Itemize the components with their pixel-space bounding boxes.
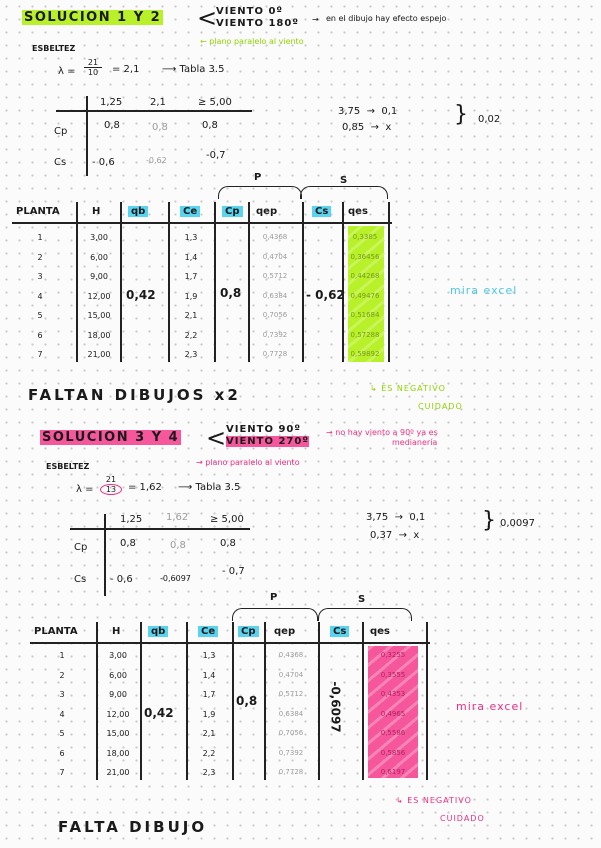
s2-wind-a: VIENTO 90º [226,424,302,435]
s1-group-s: S [340,175,348,186]
s1-careful-note: CUIDADO [418,402,463,411]
s1-col-planta: 1 2 3 4 5 6 7 [37,233,43,359]
s1-col-h: 3,00 6,00 9,00 12,00 15,00 18,00 21,00 [87,233,111,359]
s1-interp-brace: } [454,102,468,127]
s1-cs-1: - 0,6 [92,157,115,168]
s1-cs-label: Cs [54,157,67,168]
s1-esbeltez: ESBELTEZ [32,44,76,53]
s2-plane-note: → plano paralelo al viento [196,458,300,467]
s1-cs-3: -0,7 [206,150,226,161]
s2-coef-col-2: 1,62 [166,512,189,523]
s1-wind-b: VIENTO 180º [216,18,299,29]
s2-h-qb: qb [148,626,168,637]
s2-cs-value: -0,6097 [328,681,343,733]
s1-h-cp: Cp [222,206,243,217]
s1-coef-col-2: 2,1 [150,97,166,108]
s1-interp-result: 0,02 [478,114,501,125]
s2-h-planta: PLANTA [34,626,78,637]
s1-wind-a: VIENTO 0º [216,6,284,17]
s2-table-ref: ⟶ Tabla 3.5 [178,482,241,493]
s1-arrow: → [312,15,319,24]
s1-lambda-result: = 2,1 [112,64,140,75]
s1-interp-2: 0,85 → x [342,122,392,133]
s1-brace: < [197,4,218,32]
s1-h-qes: qes [348,206,368,217]
s2-group-p: P [270,592,278,603]
s1-brace-s [300,186,388,199]
s2-cs-1: - 0,6 [110,574,133,585]
s1-cs-2: -0,62 [146,156,167,165]
s1-h-qep: qep [256,206,278,217]
s1-cp-2: 0,8 [152,122,168,133]
s1-title: SOLUCION 1 Y 2 [24,10,162,25]
s1-negative-note: ↳ ES NEGATIVO [370,384,446,393]
s2-group-s: S [358,594,366,605]
s2-col-planta: 1 2 3 4 5 6 7 [59,651,65,777]
s2-brace-p [232,608,318,621]
s2-cs-3: - 0,7 [222,566,245,577]
s1-cp-label: Cp [54,126,68,137]
s2-interp-2: 0,37 → x [370,530,420,541]
s2-cp-2: 0,8 [170,540,186,551]
s2-fraction: 21 13 [100,475,122,495]
s2-brace: < [206,424,227,452]
s2-interp-result: 0,0097 [500,518,535,529]
s2-col-qep: 0,4368 0,4704 0,5712 0,6384 0,7056 0,7392 0,7728 [278,651,304,776]
s1-cp-3: 0,8 [202,120,218,131]
s1-interp-1: 3,75 → 0,1 [338,106,398,117]
s1-group-p: P [254,172,262,183]
s2-cp-label: Cp [74,542,88,553]
s1-cp-value: 0,8 [220,286,242,300]
s1-coef-col-1: 1,25 [100,97,123,108]
s1-fraction: 21 10 [84,58,102,77]
s2-qb-value: 0,42 [144,706,174,720]
s2-interp-1: 3,75 → 0,1 [366,512,426,523]
s1-col-qep: 0,4368 0,4704 0,5712 0,6384 0,7056 0,7392 0,7728 [262,233,288,358]
s2-coef-col-3: ≥ 5,00 [210,514,244,525]
s2-title: SOLUCION 3 Y 4 [42,430,180,445]
s1-cp-1: 0,8 [104,120,120,131]
s2-wind-b: VIENTO 270º [226,436,309,447]
s1-col-qes: 0,3385 0,36456 0,44268 0,49476 0,51684 0,57288 0,59892 [350,233,380,358]
s1-lambda: λ = [58,66,76,77]
s1-h-h: H [92,206,101,217]
s2-h-cs: Cs [330,626,349,637]
s2-wind-note: → no hay viento a 90º ya es [326,428,438,437]
s2-careful-note: CUIDADO [440,814,485,823]
s1-excel-note: mira excel [450,284,518,297]
s2-cs-2: -0,6097 [160,574,191,583]
s2-h-qep: qep [274,626,296,637]
s2-col-qes: 0,3255 0,3555 0,4353 0,4965 0,5586 0,5856 0,6197 [380,651,406,776]
s1-wind-note: en el dibujo hay efecto espejo [326,14,447,23]
s1-h-cs: Cs [312,206,331,217]
s1-qb-value: 0,42 [126,288,156,302]
s2-col-ce: 1,3 1,4 1,7 1,9 2,1 2,2 2,3 [202,651,216,777]
s2-h-h: H [112,626,121,637]
s2-brace-s [318,608,412,621]
s2-wind-note2: medianería [392,438,438,447]
s1-col-ce: 1,3 1,4 1,7 1,9 2,1 2,2 2,3 [184,233,198,359]
s2-col-h: 3,00 6,00 9,00 12,00 15,00 18,00 21,00 [106,651,130,777]
s2-excel-note: mira excel [456,700,524,713]
s2-esbeltez: ESBELTEZ [46,462,90,471]
s2-lambda-result: = 1,62 [128,482,162,493]
s2-negative-note: ↳ ES NEGATIVO [396,796,472,805]
s1-cs-value: - 0,62 [306,288,345,302]
s2-h-qes: qes [370,626,390,637]
s1-coef-col-3: ≥ 5,00 [198,97,232,108]
s2-lambda: λ = [76,484,94,495]
s2-cs-label: Cs [74,574,87,585]
s1-h-ce: Ce [180,206,200,217]
s2-coef-col-1: 1,25 [120,514,143,525]
s1-h-qb: qb [128,206,148,217]
s1-table-ref: ⟶ Tabla 3.5 [162,64,225,75]
s2-h-ce: Ce [198,626,218,637]
s1-plane-note: ← plano paralelo al viento [200,37,304,46]
s2-cp-3: 0,8 [220,538,236,549]
s1-h-planta: PLANTA [16,206,60,217]
s2-missing: FALTA DIBUJO [58,818,208,836]
s2-h-cp: Cp [238,626,259,637]
s1-brace-p [218,186,302,199]
s2-interp-brace: } [482,508,496,533]
s2-cp-value: 0,8 [236,694,258,708]
s2-cp-1: 0,8 [120,538,136,549]
s1-missing: FALTAN DIBUJOS x2 [28,386,241,404]
